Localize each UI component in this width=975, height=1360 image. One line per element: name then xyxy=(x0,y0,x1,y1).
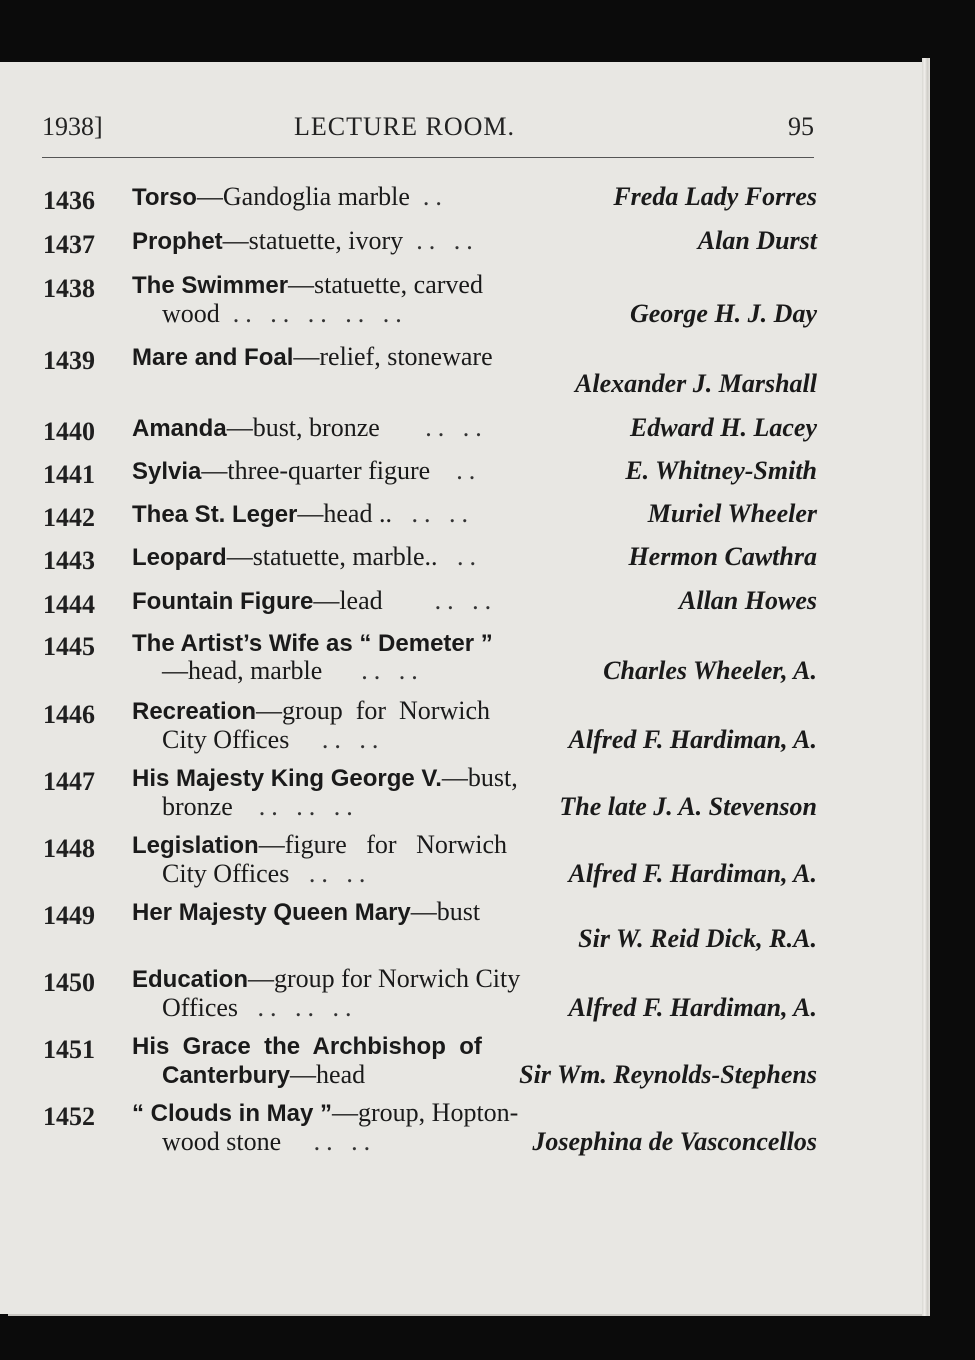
entry-continuation: bronze xyxy=(162,792,233,821)
entry-title: Sylvia xyxy=(132,458,202,485)
entry-number: 1450 xyxy=(43,968,95,997)
entry-artist: Charles Wheeler, A. xyxy=(603,656,817,685)
entry-title: Thea St. Leger xyxy=(132,501,298,528)
entry-artist: E. Whitney-Smith xyxy=(625,456,817,485)
entry-artist: Sir W. Reid Dick, R.A. xyxy=(578,924,817,953)
entry-artist: Muriel Wheeler xyxy=(647,499,817,528)
entry-continuation: Canterbury xyxy=(162,1062,291,1089)
entry-continuation: City Offices xyxy=(162,725,290,754)
entry-number: 1436 xyxy=(43,186,95,215)
entry-medium: —bust, bronze xyxy=(226,413,380,442)
entry-continuation: wood xyxy=(162,299,220,328)
entry-number: 1448 xyxy=(43,834,95,863)
entry-title: Education xyxy=(132,966,249,993)
entry-number: 1452 xyxy=(43,1102,95,1131)
leader-dots: .. .. xyxy=(411,499,474,528)
entry-artist: Alexander J. Marshall xyxy=(575,369,817,398)
entry-title: Leopard xyxy=(132,544,227,571)
entry-title: “ Clouds in May ” xyxy=(132,1100,333,1127)
entry-artist: Alfred F. Hardiman, A. xyxy=(568,993,817,1022)
entry-number: 1443 xyxy=(43,546,95,575)
entry-title: His Grace the Archbishop of xyxy=(132,1033,482,1060)
entry-medium: —statuette, ivory xyxy=(222,226,404,255)
entry-number: 1442 xyxy=(43,503,95,532)
entry-medium: —three-quarter figure xyxy=(201,456,431,485)
entry-number: 1445 xyxy=(43,632,95,661)
entry-medium: —relief, stoneware xyxy=(293,342,493,371)
entry-artist: Hermon Cawthra xyxy=(628,542,817,571)
entry-title: Her Majesty Queen Mary xyxy=(132,899,411,926)
leader-dots: .. xyxy=(457,542,483,571)
entry-number: 1437 xyxy=(43,230,95,259)
entry-title: Recreation xyxy=(132,698,257,725)
entry-number: 1444 xyxy=(43,590,95,619)
entry-title: His Majesty King George V. xyxy=(132,765,442,792)
entry-medium: —head xyxy=(290,1060,366,1089)
leader-dots: .. .. xyxy=(434,586,498,615)
entry-number: 1446 xyxy=(43,700,95,729)
entry-artist: Allan Howes xyxy=(679,586,817,615)
entry-title: Mare and Foal xyxy=(132,344,294,371)
entry-artist: Alfred F. Hardiman, A. xyxy=(568,725,817,754)
leader-dots: .. .. xyxy=(425,413,488,442)
entry-medium: —Gandoglia marble xyxy=(196,182,410,211)
leader-dots: .. .. .. .. .. xyxy=(232,299,408,328)
entry-medium: —group, Hopton- xyxy=(332,1098,519,1127)
leader-dots: .. .. .. xyxy=(258,792,359,821)
leader-dots: .. xyxy=(422,182,448,211)
leader-dots: .. .. xyxy=(308,859,372,888)
entry-artist: Sir Wm. Reynolds-Stephens xyxy=(519,1060,817,1089)
entry-continuation: Offices xyxy=(162,993,239,1022)
entry-number: 1449 xyxy=(43,901,95,930)
entry-artist: Alan Durst xyxy=(697,226,817,255)
entry-medium: —bust xyxy=(410,897,481,926)
entry-title: The Swimmer xyxy=(132,272,289,299)
entry-number: 1441 xyxy=(43,460,95,489)
entry-title: Prophet xyxy=(132,228,223,255)
page-number: 95 xyxy=(788,112,814,141)
entry-number: 1440 xyxy=(43,417,95,446)
entry-medium: —group for Norwich City xyxy=(248,964,521,993)
entry-title: Torso xyxy=(132,184,197,211)
entry-number: 1447 xyxy=(43,767,95,796)
entry-medium: —lead xyxy=(313,586,383,615)
entry-medium: —figure for Norwich xyxy=(258,830,508,859)
entry-artist: Alfred F. Hardiman, A. xyxy=(568,859,817,888)
leader-dots: .. .. xyxy=(361,656,424,685)
leader-dots: .. .. xyxy=(321,725,385,754)
entry-medium: —bust, xyxy=(441,763,518,792)
entry-artist: George H. J. Day xyxy=(629,299,817,328)
leader-dots: .. .. xyxy=(313,1127,377,1156)
entry-medium: —statuette, carved xyxy=(288,270,483,299)
entry-title: Amanda xyxy=(132,415,227,442)
entry-continuation: City Offices xyxy=(162,859,290,888)
entry-title: Fountain Figure xyxy=(132,588,314,615)
entry-artist: Edward H. Lacey xyxy=(629,413,817,442)
entry-artist: Josephina de Vasconcellos xyxy=(532,1127,817,1156)
leader-dots: .. xyxy=(456,456,482,485)
entry-number: 1451 xyxy=(43,1035,95,1064)
leader-dots: .. .. .. xyxy=(257,993,358,1022)
entry-medium: —head .. xyxy=(297,499,392,528)
entry-artist: The late J. A. Stevenson xyxy=(559,792,817,821)
entry-number: 1439 xyxy=(43,346,95,375)
entry-continuation: —head, marble xyxy=(162,656,323,685)
entry-title: Legislation xyxy=(132,832,259,859)
entry-artist: Freda Lady Forres xyxy=(613,182,817,211)
entry-medium: —statuette, marble.. xyxy=(226,542,438,571)
entry-number: 1438 xyxy=(43,274,95,303)
entry-medium: —group for Norwich xyxy=(256,696,490,725)
entry-continuation: wood stone xyxy=(162,1127,282,1156)
entry-title: The Artist’s Wife as “ Demeter ” xyxy=(132,630,493,657)
header-title: LECTURE ROOM. xyxy=(294,112,515,141)
leader-dots: .. .. xyxy=(416,226,479,255)
header-year: 1938] xyxy=(42,112,103,141)
